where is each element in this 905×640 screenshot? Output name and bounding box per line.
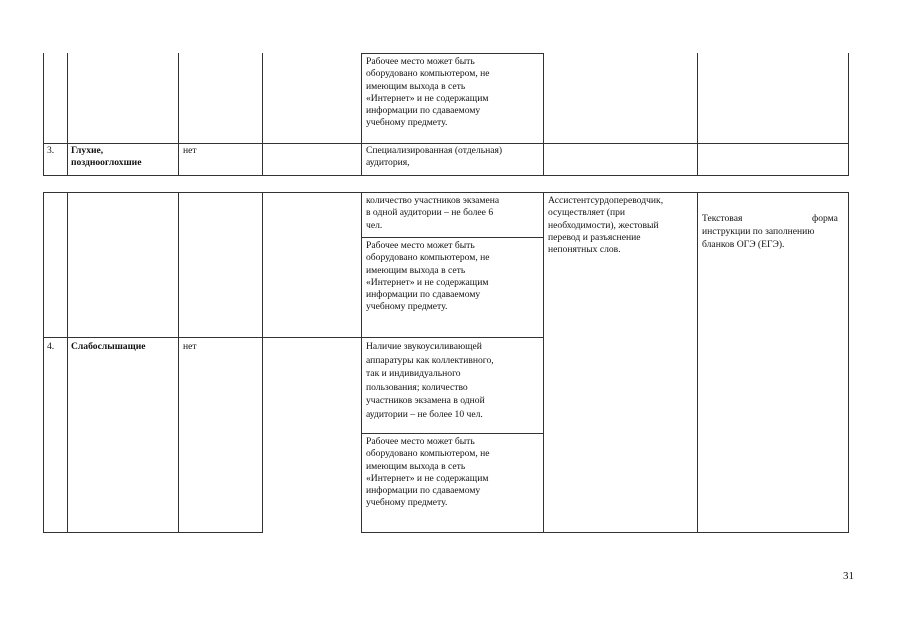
category-hard-of-hearing: Слабослышащие — [71, 341, 146, 352]
instruction-word-right: форма — [812, 213, 838, 224]
category-deaf: Глухие, позднооглохшие — [71, 145, 142, 169]
workplace-note-1: Рабочее место может быть оборудовано компьютером, не имеющим выхода в сеть «Интернет» и не содержащим информации по сдаваемому учебному предмету. — [366, 240, 490, 313]
instruction-word-left: Текстовая — [702, 213, 743, 224]
participants-limit-6: количество участников экзамена в одной аудитории – не более 6 чел. — [366, 195, 500, 231]
assistant-note: Ассистентсурдопереводчик, осуществляет (при необходимости), жестовый перевод и разъяснение непонятных слов. — [548, 195, 664, 256]
room-line-1: Специализированная (отдельная) — [366, 145, 503, 156]
equipment-note: Наличие звукоусиливающей аппаратуры как коллективного, так и индивидуального пользования; количество участников экзамена в одной аудитории – не более 10 чел. — [366, 341, 494, 420]
instruction-line-3: бланков ОГЭ (ЕГЭ). — [702, 239, 785, 250]
aids-row4: нет — [183, 341, 197, 352]
instruction-line-2: инструкции по заполнению — [702, 226, 815, 237]
page-number: 31 — [843, 570, 854, 582]
workplace-note-top: Рабочее место может быть оборудовано компьютером, не имеющим выхода в сеть «Интернет» и не содержащим информации по сдаваемому учебному предмету. — [366, 56, 490, 129]
room-line-2: аудитория, — [366, 157, 410, 168]
row-number-4: 4. — [47, 341, 55, 352]
row-number-3: 3. — [47, 145, 55, 156]
workplace-note-2: Рабочее место может быть оборудовано компьютером, не имеющим выхода в сеть «Интернет» и не содержащим информации по сдаваемому учебному предмету. — [366, 436, 490, 509]
aids-row3: нет — [183, 145, 197, 156]
